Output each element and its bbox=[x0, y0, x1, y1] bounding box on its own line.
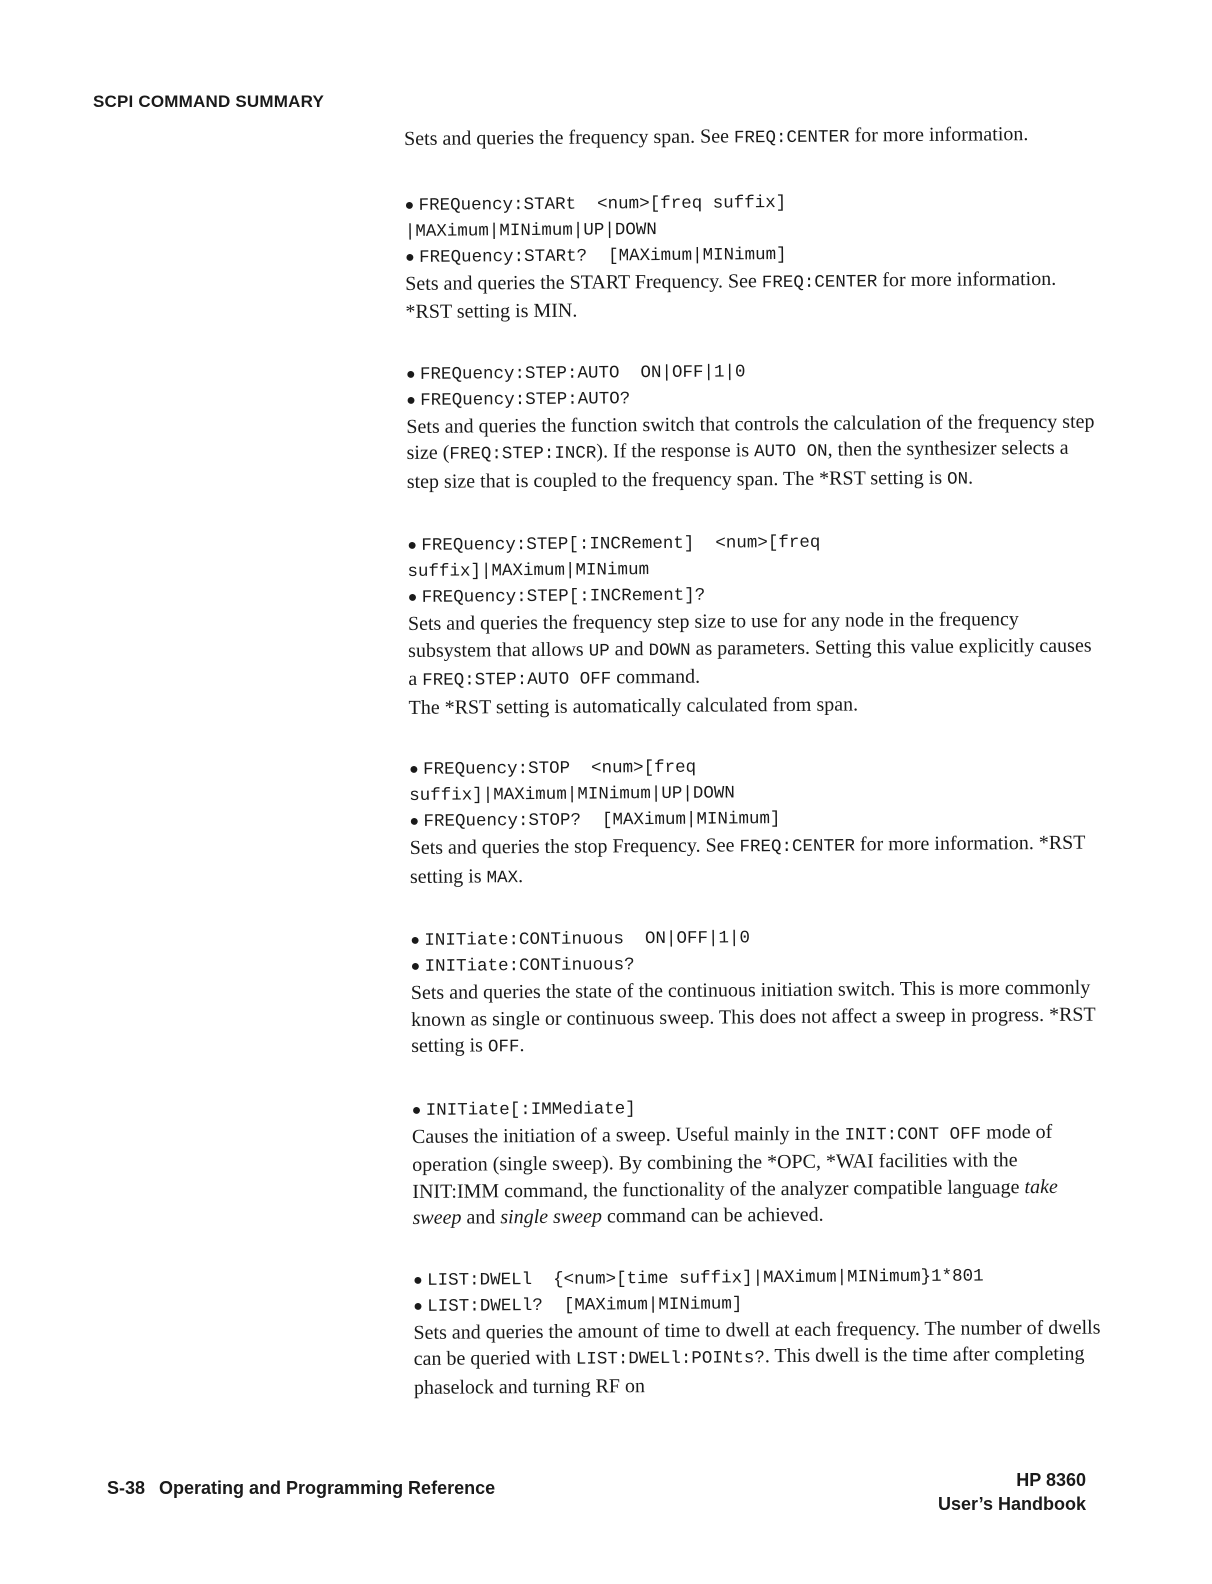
intro-text: Sets and queries the frequency span. See FREQ:CENTER for more information. bbox=[404, 123, 1029, 150]
command-syntax: ● FREQuency:STEP:AUTO? bbox=[406, 382, 1096, 413]
footer-book: User’s Handbook bbox=[937, 1494, 1086, 1514]
command-description: Causes the initiation of a sweep. Useful mainly in the INIT:CONT OFF mode of operation (single sweep). By combining the *OPC, *WAI facilities with the INIT:IMM command, the functionality of the analyzer compatible language take sweep and single sweep command can be achieved. bbox=[411, 1120, 1058, 1229]
command-entry bbox=[412, 1092, 1103, 1231]
command-syntax: ● FREQuency:STEP:AUTO ON|OFF|1|0 bbox=[406, 356, 1096, 387]
command-summary-content bbox=[404, 121, 1104, 1437]
footer-product: HP 8360 bbox=[1016, 1470, 1086, 1490]
bullet-icon: ● bbox=[407, 588, 418, 606]
command-syntax: ● FREQuency:STEP[:INCRement] <num>[freq suffix]|MAXimum|MINimum bbox=[407, 532, 821, 582]
footer-right bbox=[938, 1468, 1086, 1516]
section-header: SCPI COMMAND SUMMARY bbox=[93, 92, 324, 111]
bullet-icon: ● bbox=[409, 812, 420, 830]
command-description: Sets and queries the stop Frequency. See FREQ:CENTER for more information. *RST setting is MAX. bbox=[409, 831, 1086, 888]
footer-section-name: Operating and Programming Reference bbox=[159, 1478, 496, 1498]
command-syntax: ● FREQuency:STOP? [MAXimum|MINimum] bbox=[409, 804, 1099, 835]
intro-paragraph bbox=[404, 121, 1094, 155]
command-syntax: ● LIST:DWELl? [MAXimum|MINimum] bbox=[413, 1288, 1103, 1319]
command-entry bbox=[413, 1262, 1104, 1401]
bullet-icon: ● bbox=[411, 1101, 422, 1119]
command-syntax: ● LIST:DWELl {<num>[time suffix]|MAXimum|MINimum}1*801 bbox=[413, 1262, 1103, 1293]
command-description: Sets and queries the function switch that controls the calculation of the frequency step size (FREQ:STEP:INCR). If the response is AUTO ON, then the synthesizer selects a step size that is coupled to the frequency span. The *RST setting is ON. bbox=[406, 410, 1095, 493]
bullet-icon: ● bbox=[408, 760, 419, 778]
command-syntax: ● INITiate[:IMMediate] bbox=[412, 1092, 1102, 1123]
command-description: Sets and queries the START Frequency. See FREQ:CENTER for more information. *RST setting is MIN. bbox=[405, 267, 1057, 323]
bullet-icon: ● bbox=[410, 931, 421, 949]
bullet-icon: ● bbox=[413, 1297, 424, 1315]
command-syntax: ● INITiate:CONTinuous? bbox=[411, 949, 1101, 980]
command-description: Sets and queries the amount of time to dwell at each frequency. The number of dwells can be queried with LIST:DWELl:POINts?. This dwell is the time after completing phaselock and turning RF on bbox=[413, 1316, 1101, 1399]
command-description: Sets and queries the frequency step size to use for any node in the frequency subsystem that allows UP and DOWN as parameters. Setting this value explicitly causes a FREQ:STEP:AUTO OFF command. The *RST setting is automatically calculated from span. bbox=[407, 608, 1092, 719]
bullet-icon: ● bbox=[404, 196, 415, 214]
bullet-icon: ● bbox=[405, 365, 416, 383]
command-description: Sets and queries the state of the continuous initiation switch. This is more commonly known as single or continuous sweep. This does not affect a sweep in progress. *RST setting is OFF. bbox=[410, 976, 1096, 1058]
command-syntax: ● FREQuency:STARt? [MAXimum|MINimum] bbox=[405, 239, 1095, 270]
command-syntax: ● INITiate:CONTinuous ON|OFF|1|0 bbox=[410, 923, 1100, 954]
command-entry bbox=[410, 923, 1101, 1062]
command-entry bbox=[409, 752, 1100, 892]
command-entry bbox=[407, 528, 1098, 721]
bullet-icon: ● bbox=[404, 248, 415, 266]
bullet-icon: ● bbox=[410, 957, 421, 975]
command-entry bbox=[406, 356, 1097, 497]
bullet-icon: ● bbox=[406, 391, 416, 409]
bullet-icon: ● bbox=[412, 1271, 423, 1289]
bullet-icon: ● bbox=[407, 536, 418, 554]
command-entry bbox=[405, 187, 1096, 325]
command-syntax: ● FREQuency:STEP[:INCRement]? bbox=[408, 580, 1098, 611]
page-number: S-38 bbox=[107, 1478, 146, 1498]
command-syntax: ● FREQuency:STARt <num>[freq suffix] |MAXimum|MINimum|UP|DOWN bbox=[404, 192, 787, 242]
command-entries bbox=[405, 187, 1104, 1401]
command-syntax: ● FREQuency:STOP <num>[freq suffix]|MAXimum|MINimum|UP|DOWN bbox=[408, 757, 735, 806]
footer-left bbox=[107, 1478, 495, 1499]
